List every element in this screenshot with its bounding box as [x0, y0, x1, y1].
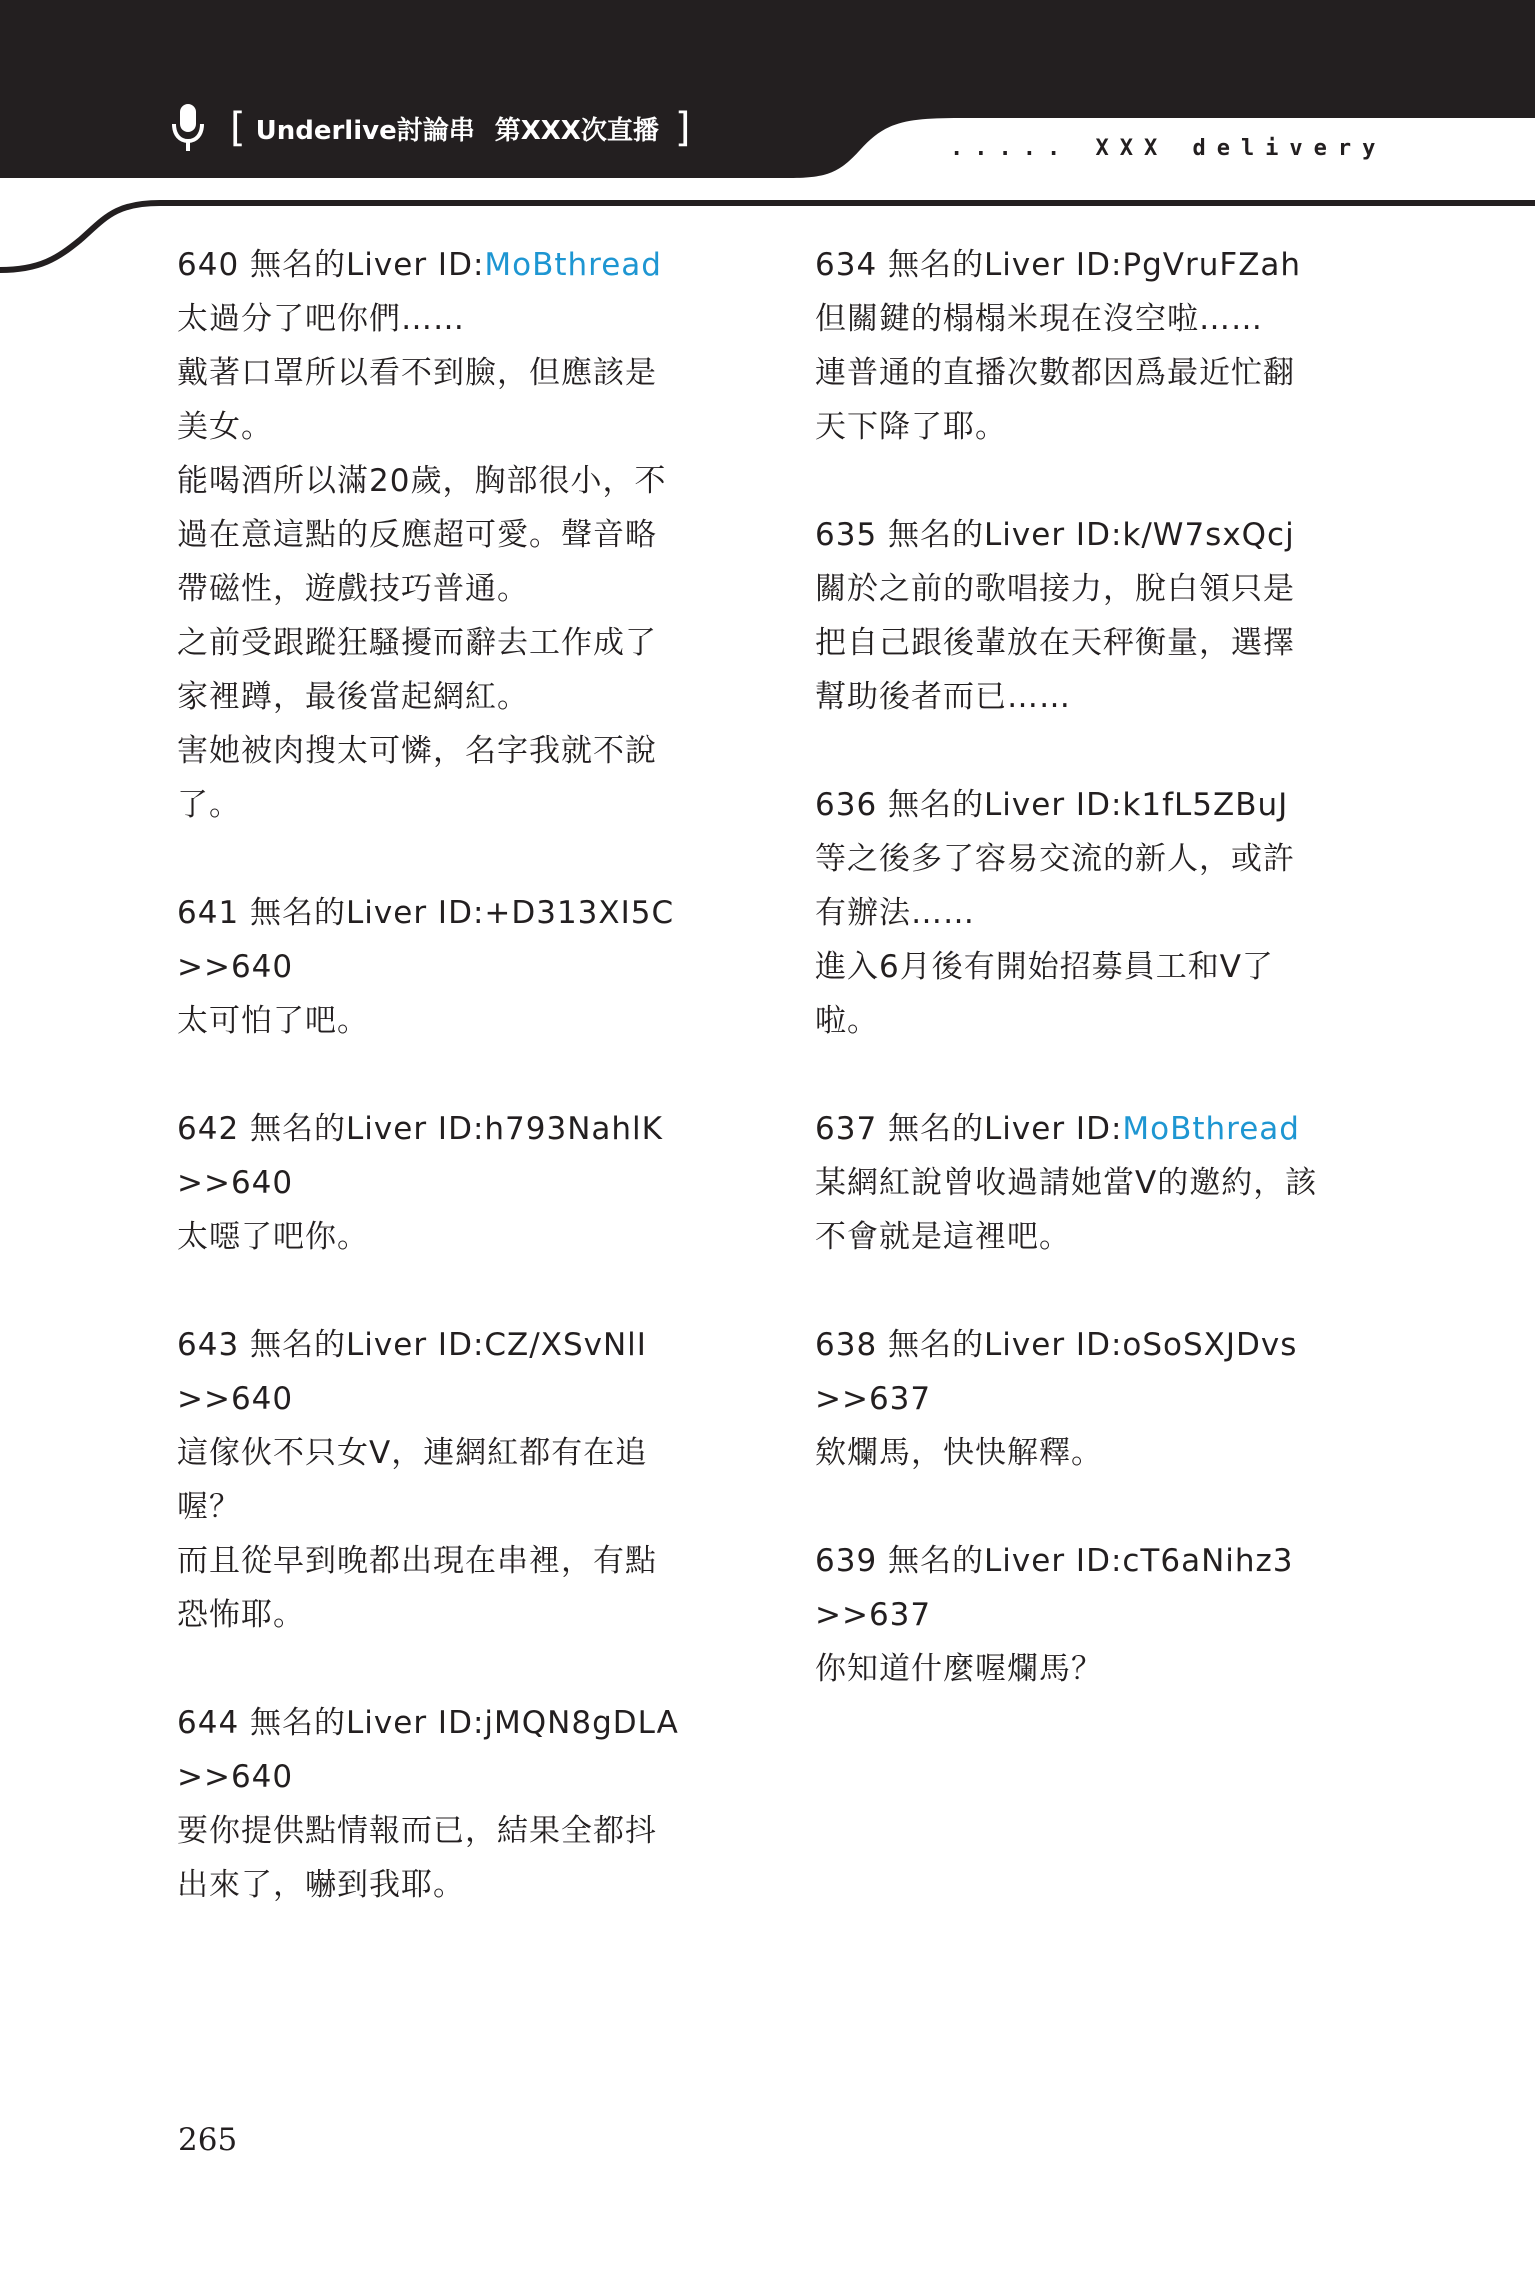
poster-name: 無名的Liver ID: — [888, 1543, 1123, 1579]
poster-name: 無名的Liver ID: — [250, 1111, 485, 1147]
forum-post — [177, 1696, 737, 1912]
post-text-line: 太噁了吧你。 — [177, 1219, 369, 1255]
post-text-line: 幫助後者而已…… — [815, 679, 1071, 715]
post-number: 638 — [815, 1327, 878, 1363]
post-text-line: 了。 — [177, 787, 241, 823]
header-title — [168, 100, 696, 156]
post-text-line: >>637 — [815, 1597, 932, 1633]
post-text-line: 而且從早到晚都出現在串裡，有點 — [177, 1543, 657, 1579]
post-text-line: 關於之前的歌唱接力，脫白領只是 — [815, 571, 1295, 607]
bracket-open: [ — [230, 105, 246, 151]
post-text-line: >>640 — [177, 1759, 294, 1795]
poster-id: +D313XI5C — [484, 895, 675, 931]
post-text-line: 等之後多了容易交流的新人，或許 — [815, 841, 1295, 877]
poster-name: 無名的Liver ID: — [250, 895, 485, 931]
poster-name: 無名的Liver ID: — [888, 247, 1123, 283]
post-header — [815, 238, 1375, 292]
post-header — [177, 1102, 737, 1156]
post-number: 637 — [815, 1111, 878, 1147]
post-text-line: 帶磁性，遊戲技巧普通。 — [177, 571, 529, 607]
post-text-line: >>640 — [177, 1381, 294, 1417]
series-title: Underlive討論串 — [255, 115, 475, 146]
poster-name: 無名的Liver ID: — [250, 1327, 485, 1363]
poster-name: 無名的Liver ID: — [250, 1705, 485, 1741]
post-text-line: 太可怕了吧。 — [177, 1003, 369, 1039]
post-header — [815, 1102, 1375, 1156]
post-text-line: 戴著口罩所以看不到臉，但應該是 — [177, 355, 657, 391]
forum-post — [177, 886, 737, 1048]
post-header — [177, 1696, 737, 1750]
post-header — [177, 886, 737, 940]
poster-id: cT6aNihz3 — [1122, 1543, 1294, 1579]
post-text-line: 家裡蹲，最後當起網紅。 — [177, 679, 529, 715]
delivery-tagline: ..... XXX delivery — [950, 136, 1387, 161]
poster-id: MoBthread — [484, 247, 662, 283]
poster-id: oSoSXJDvs — [1122, 1327, 1298, 1363]
post-text-line: 喔？ — [177, 1489, 241, 1525]
post-text-line: 要你提供點情報而已，結果全都抖 — [177, 1813, 657, 1849]
post-number: 644 — [177, 1705, 240, 1741]
post-text-line: 欸爛馬，快快解釋。 — [815, 1435, 1103, 1471]
post-text-line: >>640 — [177, 949, 294, 985]
forum-post — [177, 1102, 737, 1264]
poster-name: 無名的Liver ID: — [250, 247, 485, 283]
post-header — [815, 1318, 1375, 1372]
episode-title: 第XXX次直播 — [494, 115, 659, 146]
poster-id: jMQN8gDLA — [484, 1705, 679, 1741]
post-text-line: 你知道什麼喔爛馬？ — [815, 1651, 1103, 1687]
post-text-line: 天下降了耶。 — [815, 409, 1007, 445]
forum-post — [815, 1534, 1375, 1696]
post-text-line: 有辦法…… — [815, 895, 975, 931]
post-header — [177, 238, 737, 292]
forum-post — [177, 1318, 737, 1642]
post-header — [815, 1534, 1375, 1588]
post-text-line: 過在意這點的反應超可愛。聲音略 — [177, 517, 657, 553]
right-column — [815, 238, 1375, 1750]
post-text-line: 出來了，嚇到我耶。 — [177, 1867, 465, 1903]
post-text-line: 恐怖耶。 — [177, 1597, 305, 1633]
post-number: 634 — [815, 247, 878, 283]
left-column — [177, 238, 737, 1966]
post-text-line: 啦。 — [815, 1003, 879, 1039]
post-number: 642 — [177, 1111, 240, 1147]
microphone-icon — [168, 102, 208, 154]
post-text-line: 美女。 — [177, 409, 273, 445]
poster-name: 無名的Liver ID: — [888, 787, 1123, 823]
post-number: 640 — [177, 247, 240, 283]
post-text-line: >>637 — [815, 1381, 932, 1417]
post-text-line: 害她被肉搜太可憐，名字我就不說 — [177, 733, 657, 769]
poster-id: CZ/XSvNlI — [484, 1327, 647, 1363]
post-text-line: 進入6月後有開始招募員工和V了 — [815, 949, 1274, 985]
forum-post — [815, 238, 1375, 454]
forum-post — [177, 238, 737, 832]
forum-post — [815, 1318, 1375, 1480]
forum-post — [815, 1102, 1375, 1264]
poster-name: 無名的Liver ID: — [888, 1327, 1123, 1363]
forum-post — [815, 778, 1375, 1048]
poster-id: h793NahlK — [484, 1111, 663, 1147]
post-text-line: 把自己跟後輩放在天秤衡量，選擇 — [815, 625, 1295, 661]
post-number: 641 — [177, 895, 240, 931]
post-text-line: 這傢伙不只女V，連網紅都有在追 — [177, 1435, 648, 1471]
post-number: 635 — [815, 517, 878, 553]
post-header — [177, 1318, 737, 1372]
post-text-line: 但關鍵的榻榻米現在沒空啦…… — [815, 301, 1263, 337]
post-text-line: 能喝酒所以滿20歲，胸部很小，不 — [177, 463, 667, 499]
post-text-line: 連普通的直播次數都因爲最近忙翻 — [815, 355, 1295, 391]
page-number: 265 — [178, 2122, 238, 2158]
poster-name: 無名的Liver ID: — [888, 517, 1123, 553]
poster-name: 無名的Liver ID: — [888, 1111, 1123, 1147]
post-number: 636 — [815, 787, 878, 823]
forum-post — [815, 508, 1375, 724]
post-number: 643 — [177, 1327, 240, 1363]
post-text-line: 不會就是這裡吧。 — [815, 1219, 1071, 1255]
post-header — [815, 508, 1375, 562]
poster-id: k1fL5ZBuJ — [1122, 787, 1289, 823]
post-text-line: 某網紅說曾收過請她當V的邀約，該 — [815, 1165, 1318, 1201]
post-header — [815, 778, 1375, 832]
poster-id: MoBthread — [1122, 1111, 1300, 1147]
post-number: 639 — [815, 1543, 878, 1579]
post-text-line: 之前受跟蹤狂騷擾而辭去工作成了 — [177, 625, 657, 661]
poster-id: PgVruFZah — [1122, 247, 1302, 283]
post-text-line: >>640 — [177, 1165, 294, 1201]
poster-id: k/W7sxQcj — [1122, 517, 1295, 553]
post-text-line: 太過分了吧你們…… — [177, 301, 465, 337]
bracket-close: ] — [674, 105, 691, 151]
